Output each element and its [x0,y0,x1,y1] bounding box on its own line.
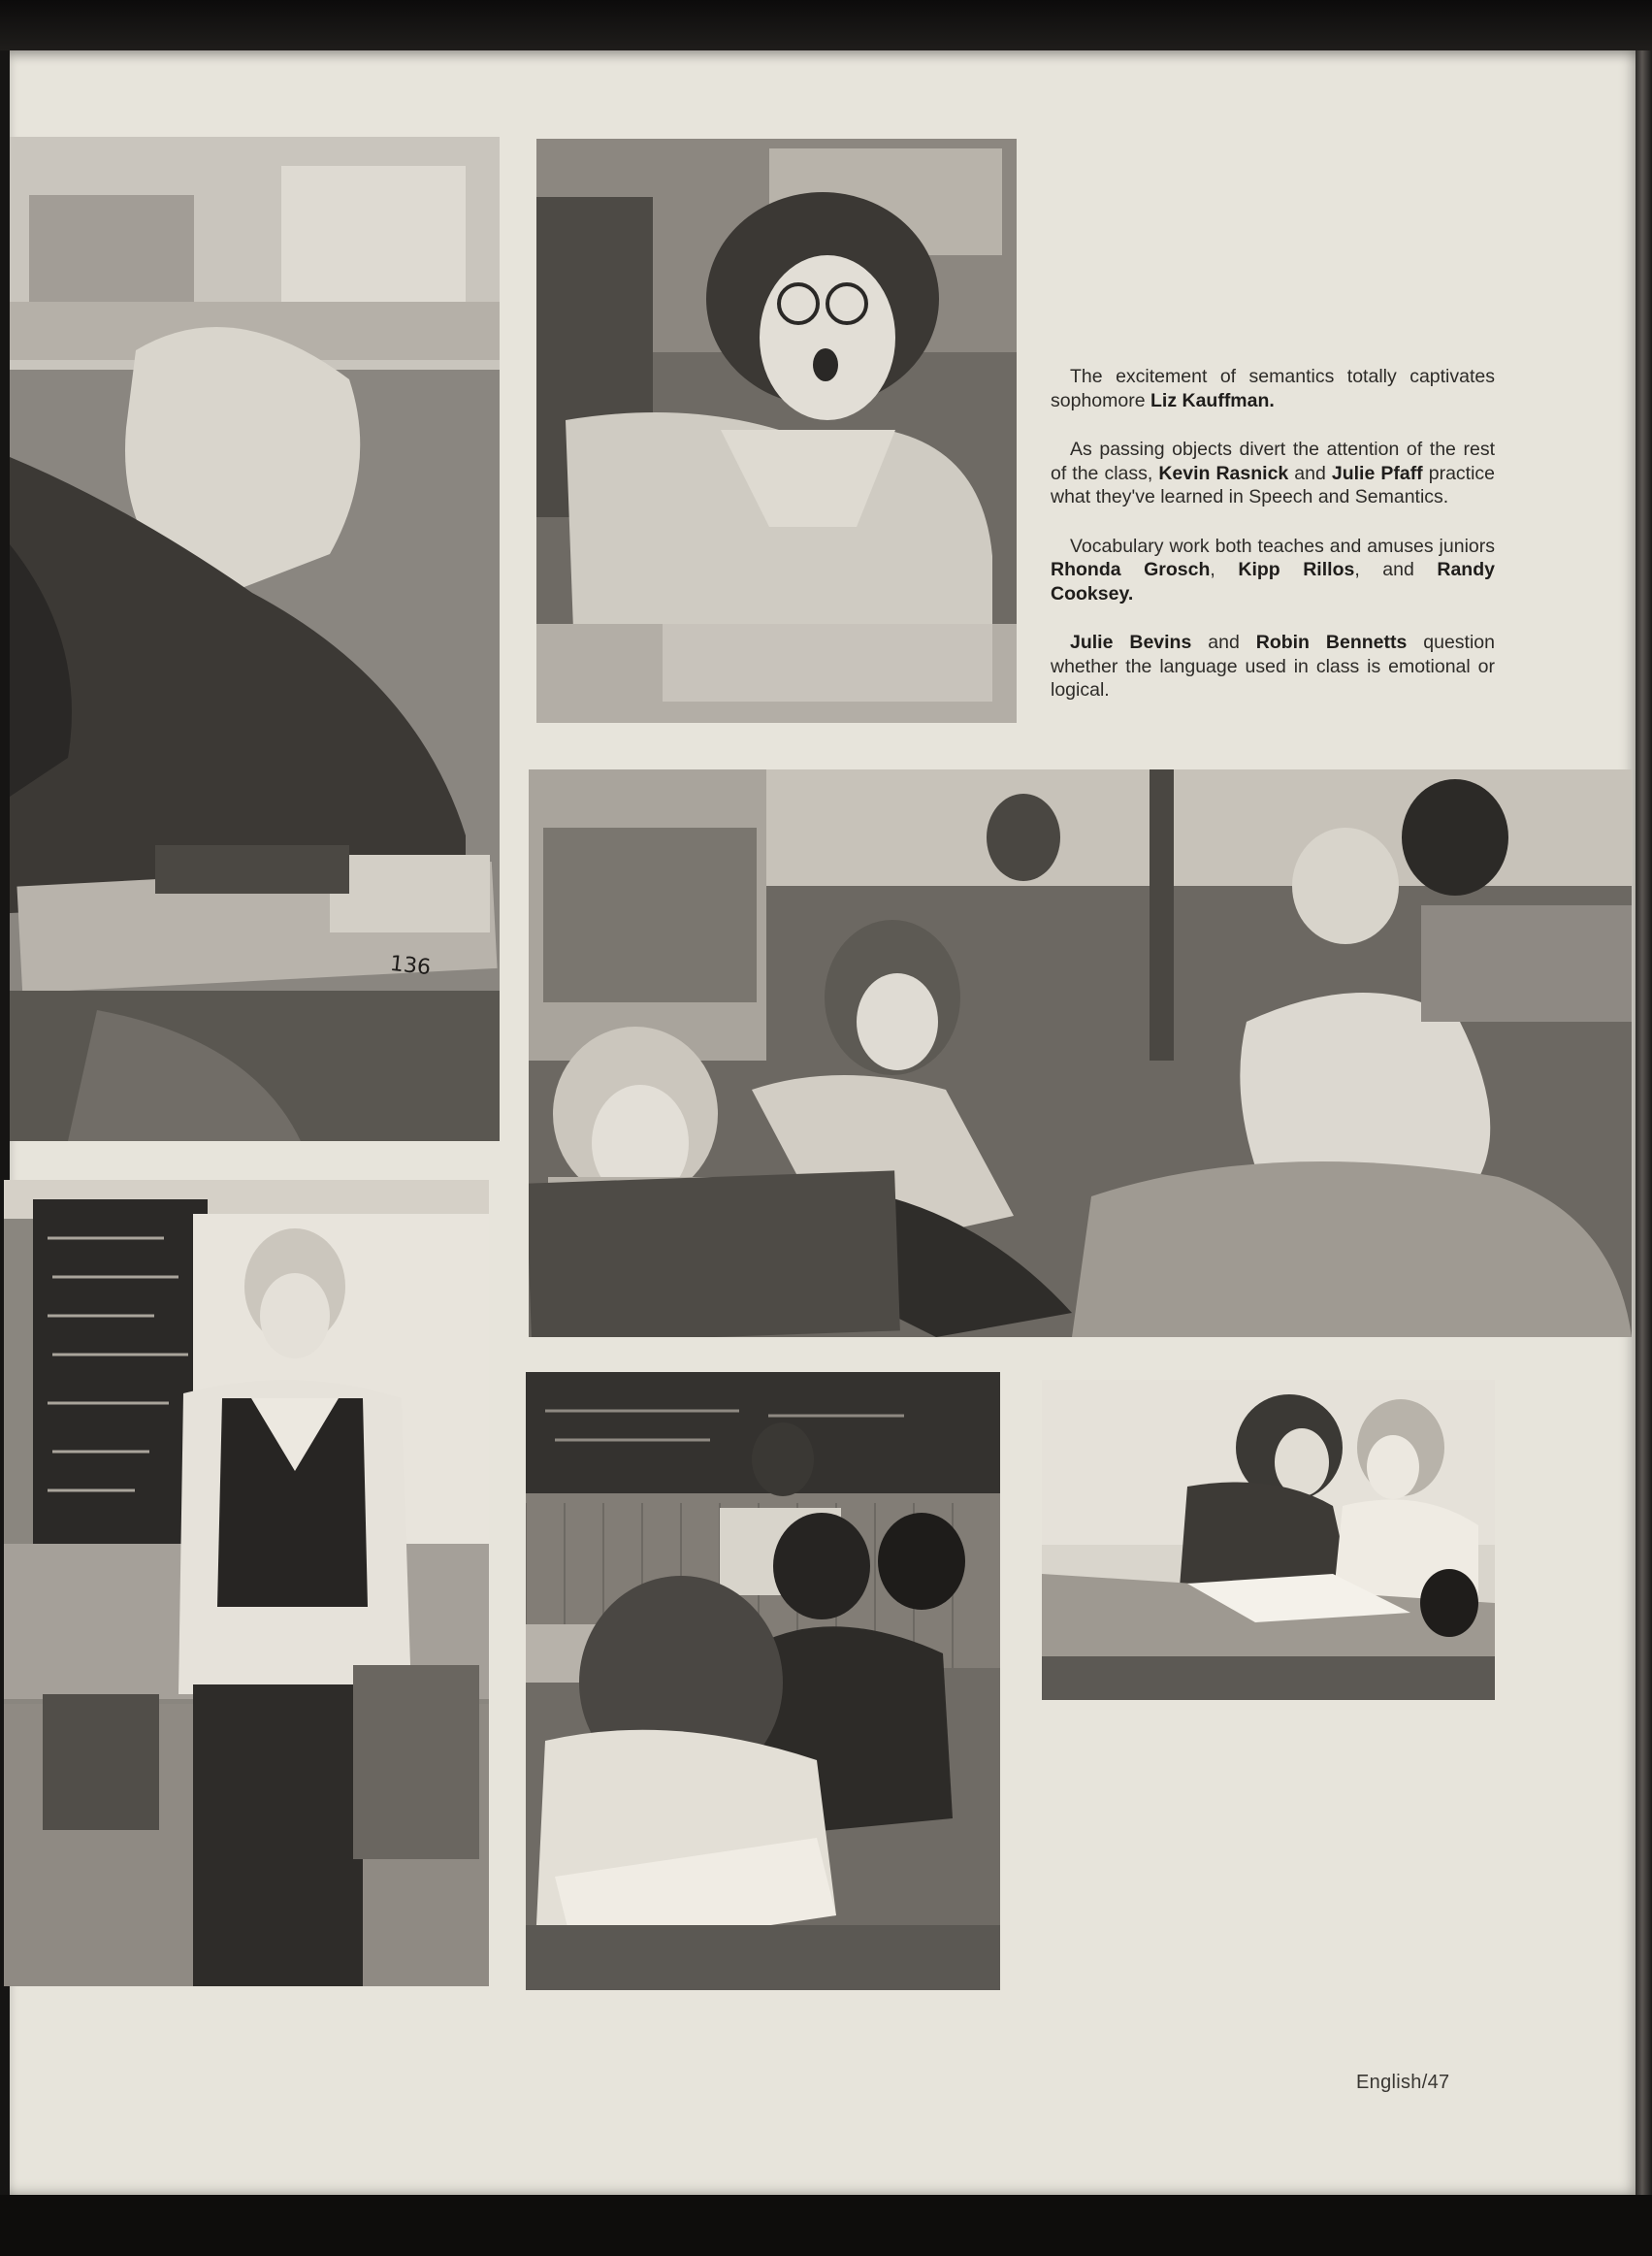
photo-classroom-group [529,769,1632,1337]
caption-text: , and [1354,559,1438,580]
photo-captions [1051,365,1495,728]
caption-text: As passing objects divert the attention of the rest of the class, [1051,439,1495,484]
caption-text: and [1288,462,1332,484]
caption-vocabulary-juniors [1051,535,1495,606]
caption-name: Kipp Rillos [1238,559,1355,580]
photo-students-reading [526,1372,1000,1990]
caption-text: , [1210,559,1239,580]
folio-separator: / [1421,2072,1428,2093]
photo-students-with-book [1042,1380,1495,1700]
caption-name: Julie Bevins [1070,632,1192,653]
scan-border-top [0,0,1652,50]
caption-liz-kauffman [1051,365,1495,412]
scan-border-bottom [0,2195,1652,2256]
caption-name: Kevin Rasnick [1158,462,1289,484]
desk-number-label: 136 [388,951,433,981]
caption-name: Randy Cooksey. [1051,559,1495,605]
caption-julie-robin [1051,631,1495,703]
caption-text: Vocabulary work both teaches and amuses juniors [1070,535,1495,557]
folio-number: 47 [1427,2072,1450,2093]
caption-text: and [1191,632,1256,653]
photo-surprised-student [536,139,1017,723]
caption-text: The excitement of semantics totally captivates sophomore [1051,366,1495,411]
page-folio [1356,2072,1449,2094]
photo-student-speaking [4,1180,489,1986]
caption-kevin-julie [1051,438,1495,509]
folio-section: English [1356,2072,1422,2093]
caption-name: Liz Kauffman. [1150,389,1275,411]
photo-student-at-desk [10,137,500,1141]
caption-name: Rhonda Grosch [1051,559,1211,580]
caption-text: question whether the language used in class is emotional or logical. [1051,632,1495,701]
caption-name: Julie Pfaff [1331,462,1423,484]
caption-name: Robin Bennetts [1255,632,1408,653]
page-binding-edge [1636,50,1652,2195]
caption-text: practice what they've learned in Speech and Semantics. [1051,462,1496,507]
